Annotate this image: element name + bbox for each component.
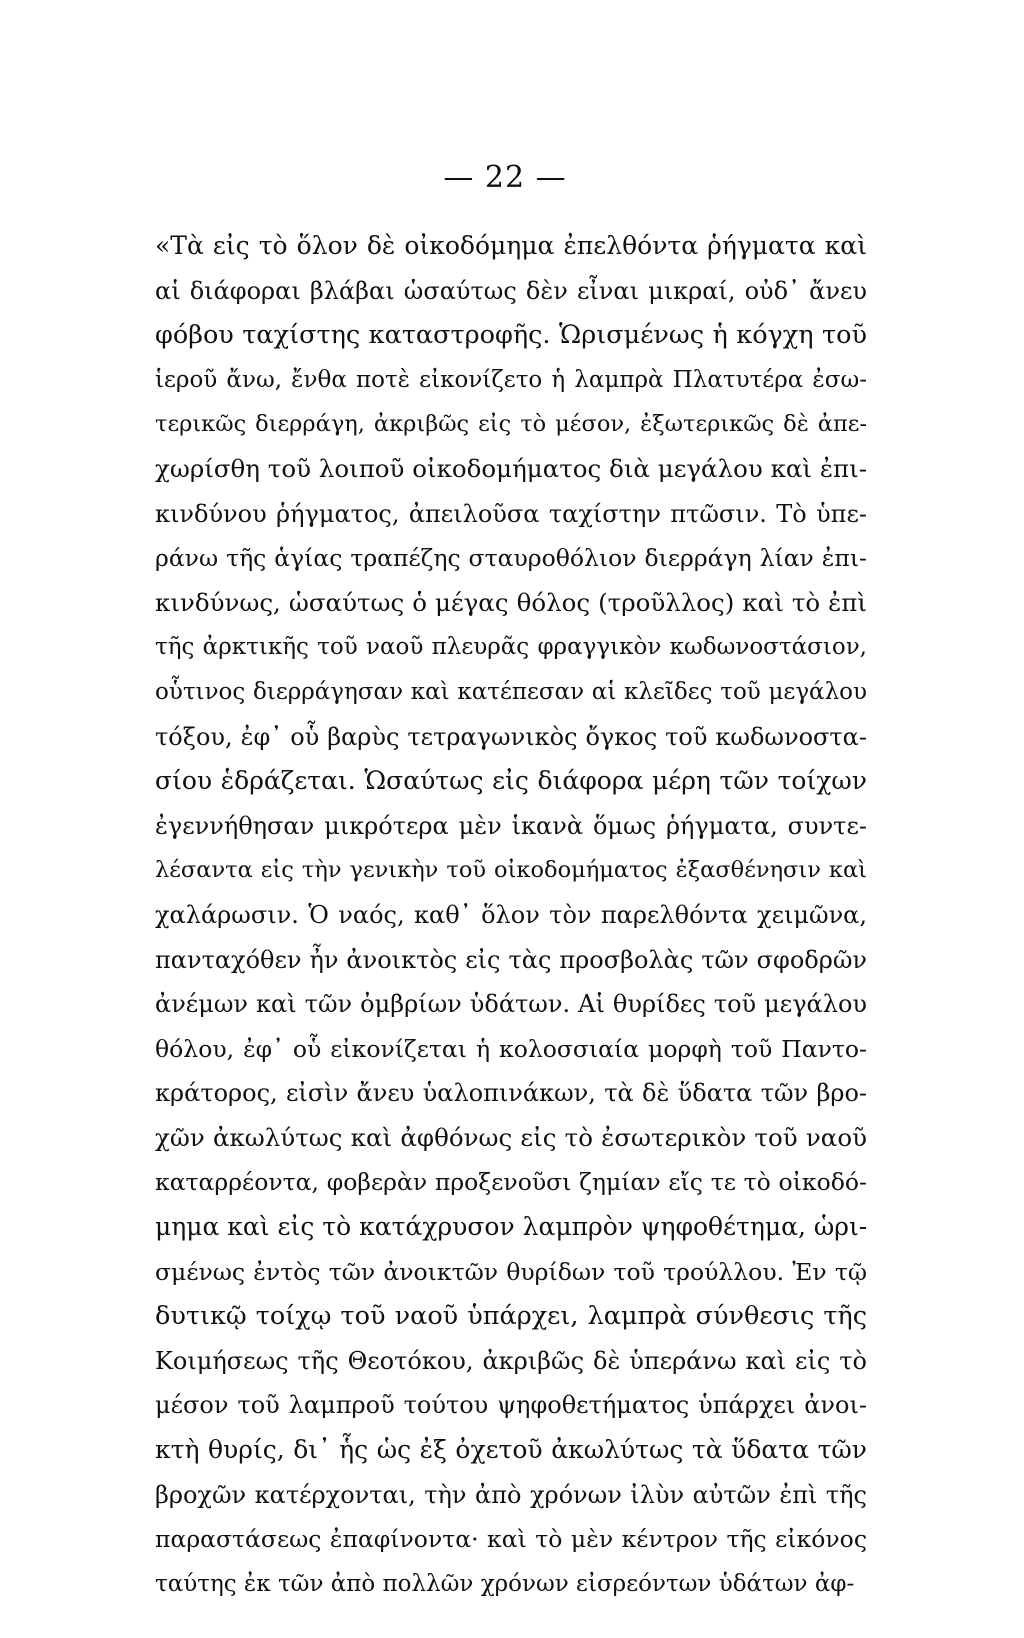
text-line: θόλου, ἐφ᾽ οὗ εἰκονίζεται ἡ κολοσσιαία μορφὴ τοῦ Παντο- bbox=[155, 1034, 867, 1063]
text-line: κινδύνου ῥήγματος, ἀπειλοῦσα ταχίστην πτῶσιν. Τὸ ὑπε- bbox=[155, 499, 867, 528]
text-line: τῆς ἀρκτικῆς τοῦ ναοῦ πλευρᾶς φραγγικὸν κωδωνοστάσιον, bbox=[155, 634, 867, 661]
text-line: χῶν ἀκωλύτως καὶ ἀφθόνως εἰς τὸ ἐσωτερικὸν τοῦ ναοῦ bbox=[155, 1122, 867, 1152]
text-line: μημα καὶ εἰς τὸ κατάχρυσον λαμπρὸν ψηφοθέτημα, ὡρι- bbox=[155, 1212, 868, 1242]
text-line: σίου ἑδράζεται. Ὡσαύτως εἰς διάφορα μέρη τῶν τοίχων bbox=[155, 766, 867, 796]
text-line: ράνω τῆς ἁγίας τραπέζης σταυροθόλιον διερράγη λίαν ἐπι- bbox=[155, 544, 867, 573]
text-line: αἱ διάφοραι βλάβαι ὡσαύτως δὲν εἶναι μικραί, οὐδ᾽ ἄνευ bbox=[155, 276, 867, 305]
page-number: — 22 — bbox=[443, 160, 567, 195]
text-line: «Τὰ εἰς τὸ ὅλον δὲ οἰκοδόμημα ἐπελθόντα ῥήγματα καὶ bbox=[155, 231, 867, 260]
text-line: χωρίσθη τοῦ λοιποῦ οἰκοδομήματος διὰ μεγάλου καὶ ἐπι- bbox=[155, 453, 867, 483]
body-text bbox=[155, 224, 867, 1606]
text-line: καταρρέοντα, φοβερὰν προξενοῦσι ζημίαν εἴς τε τὸ οἰκοδό- bbox=[155, 1168, 867, 1197]
text-line: παραστάσεως ἐπαφίνοντα· καὶ τὸ μὲν κέντρον τῆς εἰκόνος bbox=[155, 1525, 867, 1554]
text-line: ἱεροῦ ἄνω, ἔνθα ποτὲ εἰκονίζετο ἡ λαμπρὰ Πλατυτέρα ἐσω- bbox=[155, 366, 867, 393]
text-line: σμένως ἐντὸς τῶν ἀνοικτῶν θυρίδων τοῦ τρούλλου. Ἐν τῷ bbox=[155, 1257, 867, 1286]
text-line: ταύτης ἐκ τῶν ἀπὸ πολλῶν χρόνων εἰσρεόντων ὑδάτων ἀφ- bbox=[155, 1570, 855, 1597]
text-line: κράτορος, εἰσὶν ἄνευ ὑαλοπινάκων, τὰ δὲ ὕδατα τῶν βρο- bbox=[155, 1079, 867, 1108]
text-line: ἀνέμων καὶ τῶν ὀμβρίων ὑδάτων. Αἱ θυρίδες τοῦ μεγάλου bbox=[155, 990, 867, 1019]
text-line: χαλάρωσιν. Ὁ ναός, καθ᾽ ὅλον τὸν παρελθόντα χειμῶνα, bbox=[155, 900, 867, 929]
text-line: Κοιμήσεως τῆς Θεοτόκου, ἀκριβῶς δὲ ὑπεράνω καὶ εἰς τὸ bbox=[155, 1346, 867, 1375]
text-line: τερικῶς διερράγη, ἀκριβῶς εἰς τὸ μέσον, ἐξωτερικῶς δὲ ἀπε- bbox=[155, 411, 867, 438]
text-line: πανταχόθεν ἦν ἀνοικτὸς εἰς τὰς προσβολὰς τῶν σφοδρῶν bbox=[155, 945, 867, 974]
text-line: λέσαντα εἰς τὴν γενικὴν τοῦ οἰκοδομήματος ἐξασθένησιν καὶ bbox=[155, 857, 867, 884]
text-line: φόβου ταχίστης καταστροφῆς. Ὡρισμένως ἡ κόγχη τοῦ bbox=[155, 320, 867, 351]
text-line: τόξου, ἐφ᾽ οὗ βαρὺς τετραγωνικὸς ὄγκος τοῦ κωδωνοστα- bbox=[155, 722, 867, 751]
text-line: μέσον τοῦ λαμπροῦ τούτου ψηφοθετήματος ὑπάρχει ἀνοι- bbox=[155, 1391, 867, 1420]
text-line: ἐγεννήθησαν μικρότερα μὲν ἱκανὰ ὅμως ῥήγματα, συντε- bbox=[155, 811, 867, 840]
text-line: βροχῶν κατέρχονται, τὴν ἀπὸ χρόνων ἰλὺν αὐτῶν ἐπὶ τῆς bbox=[155, 1480, 867, 1509]
text-line: κτὴ θυρίς, δι᾽ ἧς ὡς ἐξ ὀχετοῦ ἀκωλύτως τὰ ὕδατα τῶν bbox=[155, 1435, 867, 1465]
text-line: κινδύνως, ὡσαύτως ὁ μέγας θόλος (τροῦλλος) καὶ τὸ ἐπὶ bbox=[155, 587, 867, 617]
text-line: οὗτινος διερράγησαν καὶ κατέπεσαν αἱ κλεῖδες τοῦ μεγάλου bbox=[155, 678, 867, 705]
text-line: δυτικῷ τοίχῳ τοῦ ναοῦ ὑπάρχει, λαμπρὰ σύνθεσις τῆς bbox=[155, 1301, 867, 1332]
